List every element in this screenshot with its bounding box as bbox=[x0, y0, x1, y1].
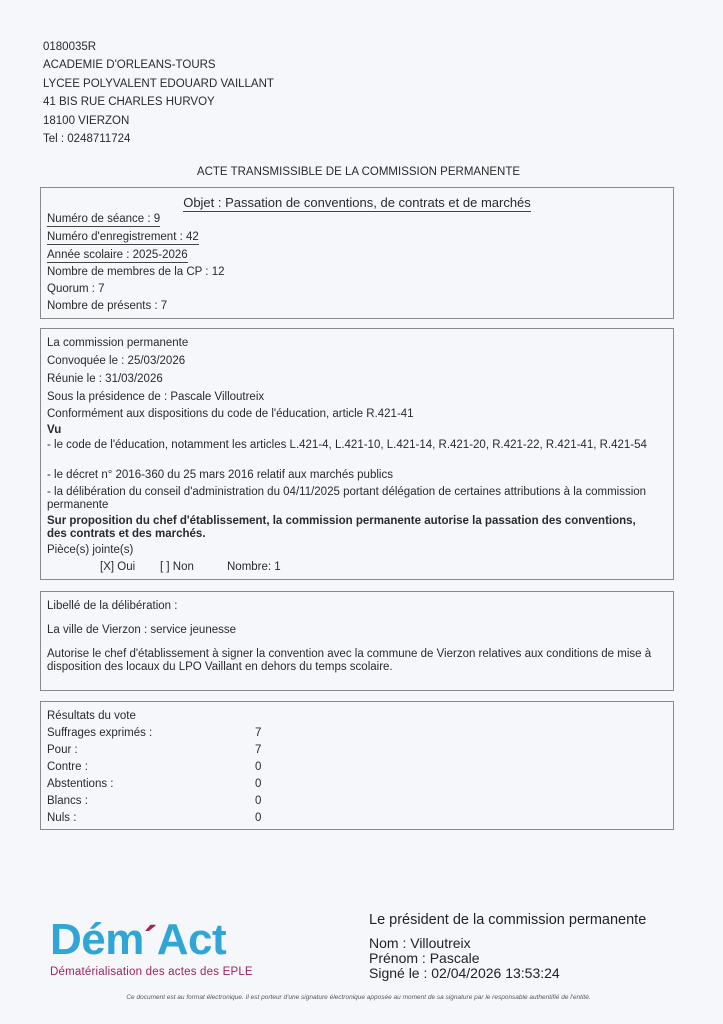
logo-wordmark bbox=[50, 917, 253, 964]
commission-box bbox=[40, 328, 674, 580]
signature-date: Signé le : 02/04/2026 13:53:24 bbox=[369, 965, 560, 981]
registration-text: Numéro d'enregistrement : 42 bbox=[47, 231, 199, 243]
vote-row-label: Pour : bbox=[47, 744, 78, 756]
school-city: 18100 VIERZON bbox=[43, 114, 130, 127]
deliberation-label: Libellé de la délibération : bbox=[47, 600, 178, 612]
objet-text: Objet : Passation de conventions, de contrats et de marchés bbox=[183, 195, 531, 210]
quorum: Quorum : 7 bbox=[47, 283, 105, 295]
signature-title: Le président de la commission permanente bbox=[369, 912, 647, 928]
vote-row-label: Abstentions : bbox=[47, 778, 114, 790]
meeting-date: Réunie le : 31/03/2026 bbox=[47, 373, 163, 385]
vu-heading: Vu bbox=[47, 424, 62, 436]
vote-row-value: 0 bbox=[255, 778, 262, 790]
document-title: ACTE TRANSMISSIBLE DE LA COMMISSION PERMANENTE bbox=[196, 166, 521, 178]
logo-accent: ´ bbox=[143, 919, 157, 963]
school-phone: Tel : 0248711724 bbox=[43, 133, 131, 146]
deliberation-box bbox=[40, 591, 674, 691]
school-name: LYCEE POLYVALENT EDOUARD VAILLANT bbox=[43, 77, 274, 90]
demact-logo bbox=[50, 917, 253, 978]
objet-heading bbox=[41, 195, 673, 210]
cp-members-count: Nombre de membres de la CP : 12 bbox=[47, 266, 225, 278]
signature-block bbox=[369, 912, 646, 981]
school-code: 0180035R bbox=[43, 41, 97, 53]
logo-part2: Act bbox=[156, 915, 227, 964]
vu-item: - la délibération du conseil d'administration du 04/11/2025 portant délégation de certaines attributions à la commission permanente bbox=[47, 486, 647, 511]
logo-part1: Dém bbox=[50, 915, 144, 964]
commission-title: La commission permanente bbox=[47, 337, 189, 349]
signer-name: Nom : Villoutreix bbox=[369, 935, 471, 951]
present-count: Nombre de présents : 7 bbox=[47, 300, 168, 312]
vote-title: Résultats du vote bbox=[47, 710, 136, 722]
vote-results-box bbox=[40, 701, 674, 830]
vote-row-value: 0 bbox=[255, 761, 262, 773]
school-header bbox=[43, 38, 274, 148]
school-year bbox=[47, 249, 188, 261]
proposition-text: Sur proposition du chef d'établissement, la commission permanente autorise la passation des conventions, des contrats et des marchés. bbox=[47, 515, 636, 540]
seance-number bbox=[47, 213, 160, 225]
signer-firstname: Prénom : Pascale bbox=[369, 950, 480, 966]
academie-name: ACADEMIE D'ORLEANS-TOURS bbox=[43, 59, 216, 72]
vote-row-value: 7 bbox=[255, 727, 262, 739]
vote-row-value: 0 bbox=[255, 795, 262, 807]
vu-item: - le décret n° 2016-360 du 25 mars 2016 relatif aux marchés publics bbox=[47, 469, 393, 481]
deliberation-text: Autorise le chef d'établissement à signer la convention avec la commune de Vierzon relatives aux conditions de mise à disposition des locaux du LPO Vaillant en dehors du temps scolaire. bbox=[47, 648, 652, 673]
attachments-count: Nombre: 1 bbox=[227, 561, 281, 573]
footer-disclaimer: Ce document est au format électronique. Il est porteur d'une signature électronique apposée au moment de sa signature par le responsable authentifié de l'entité. bbox=[126, 994, 591, 1001]
convened-date: Convoquée le : 25/03/2026 bbox=[47, 355, 186, 367]
vote-row-value: 7 bbox=[255, 744, 262, 756]
deliberation-title: La ville de Vierzon : service jeunesse bbox=[47, 624, 237, 636]
seance-text: Numéro de séance : 9 bbox=[47, 213, 161, 225]
attachments-yes: [X] Oui bbox=[100, 561, 136, 573]
vote-row-value: 0 bbox=[255, 812, 262, 824]
vote-row-label: Nuls : bbox=[47, 812, 77, 824]
attachments-label: Pièce(s) jointe(s) bbox=[47, 544, 134, 556]
vote-row-label: Blancs : bbox=[47, 795, 88, 807]
logo-subtitle: Dématérialisation des actes des EPLE bbox=[50, 966, 253, 978]
session-info-box bbox=[40, 187, 674, 319]
vote-row-label: Contre : bbox=[47, 761, 88, 773]
school-address: 41 BIS RUE CHARLES HURVOY bbox=[43, 96, 215, 109]
attachments-no: [ ] Non bbox=[160, 561, 194, 573]
school-year-text: Année scolaire : 2025-2026 bbox=[47, 249, 188, 261]
legal-basis: Conformément aux dispositions du code de l'éducation, article R.421-41 bbox=[47, 408, 414, 420]
presidency: Sous la présidence de : Pascale Villoutreix bbox=[47, 391, 265, 403]
vu-item: - le code de l'éducation, notamment les articles L.421-4, L.421-10, L.421-14, R.421-20, R.421-22, R.421-41, R.421-54 bbox=[47, 439, 647, 451]
vote-row-label: Suffrages exprimés : bbox=[47, 727, 153, 739]
registration-number bbox=[47, 231, 199, 243]
